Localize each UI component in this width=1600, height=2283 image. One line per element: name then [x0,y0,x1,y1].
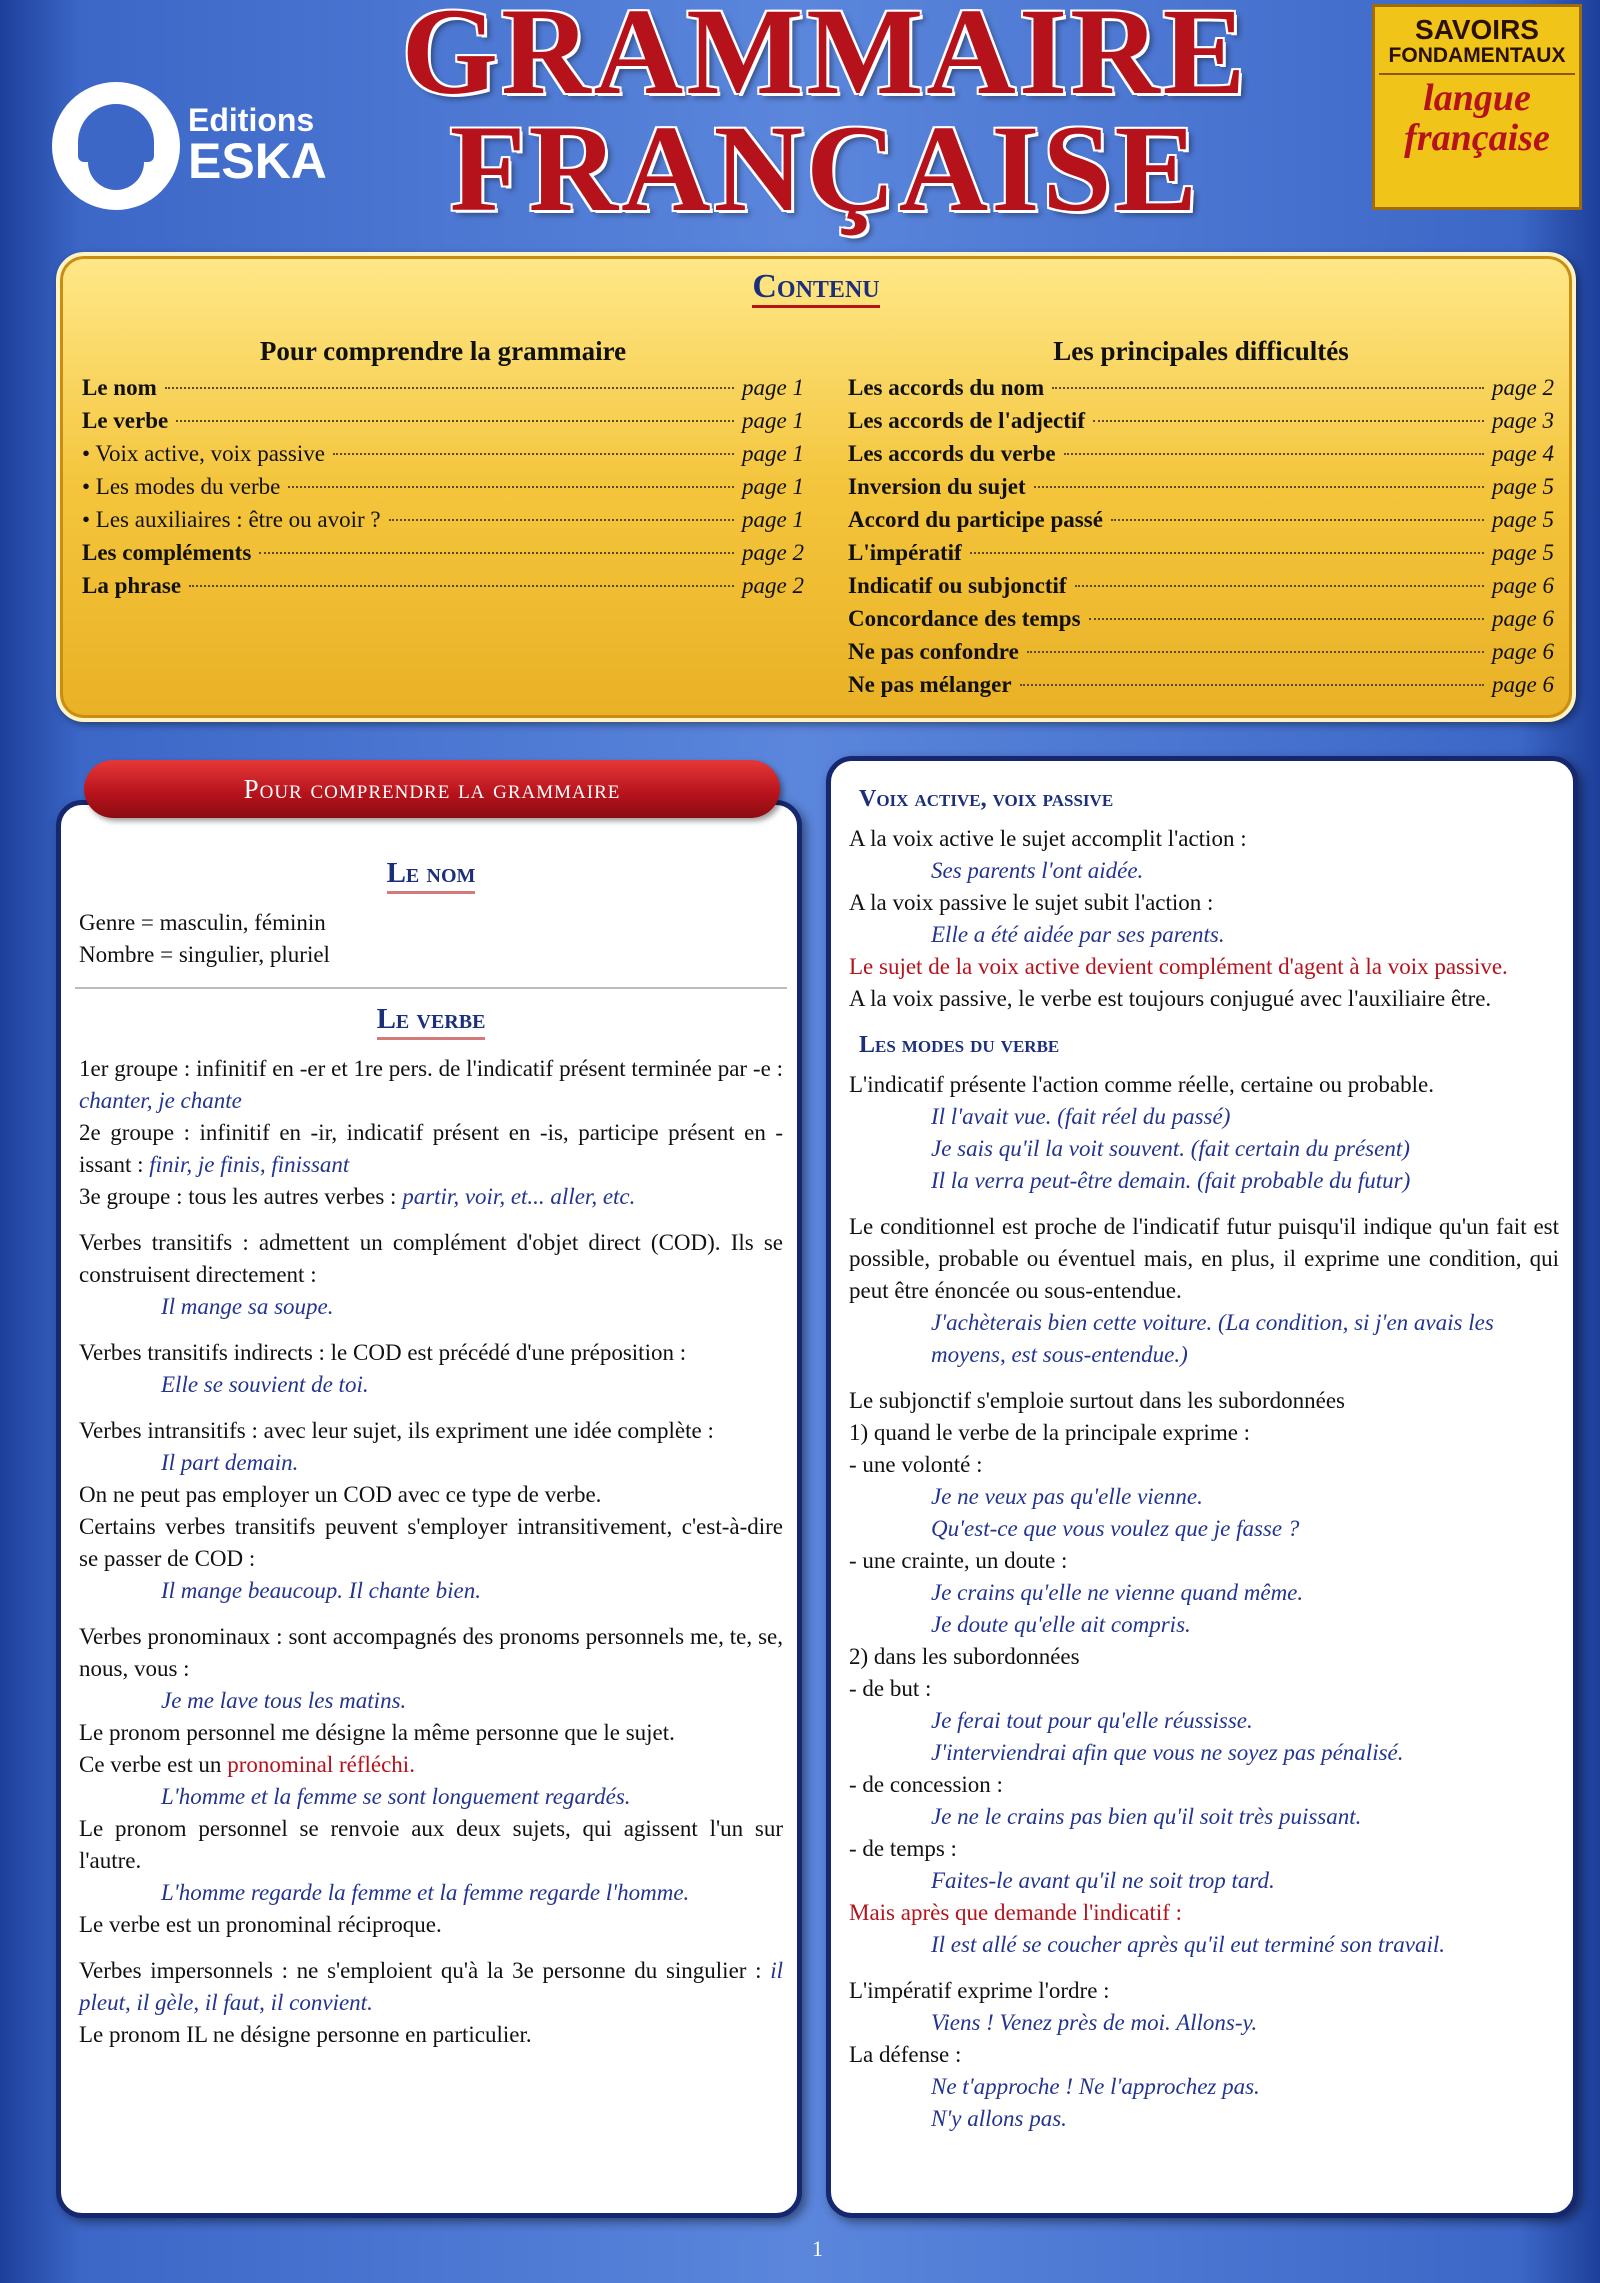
mode-indicatif: L'indicatif présente l'action comme réelle, certaine ou probable. [849,1072,1434,1097]
toc-item[interactable]: Les compléments page 2 [82,540,804,565]
example-text: L'homme regarde la femme et la femme regarde l'homme. [161,1880,690,1905]
subjonctif-case: 1) quand le verbe de la principale exprime : [849,1420,1251,1445]
section-heading-verbe: Le verbe [79,1003,783,1035]
example-text: Je crains qu'elle ne vienne quand même. [931,1580,1304,1605]
voix-note: A la voix passive, le verbe est toujours conjugué avec l'auxiliaire être. [849,986,1492,1011]
example-text: Elle se souvient de toi. [161,1372,369,1397]
toc-item[interactable]: Accord du participe passé page 5 [848,507,1554,532]
mode-imperatif: L'impératif exprime l'ordre : [849,1978,1110,2003]
intransitifs-note: On ne peut pas employer un COD avec ce type de verbe. [79,1482,602,1507]
toc-item[interactable]: Les accords du verbe page 4 [848,441,1554,466]
badge-line1: SAVOIRS [1415,14,1539,45]
contents-title: Contenu [60,268,1572,306]
pronominaux-note: Le pronom personnel me désigne la même personne que le sujet. [79,1720,675,1745]
toc-left-column [82,336,804,606]
toc-item[interactable]: Le verbe page 1 [82,408,804,433]
example-text: chanter, je chante [79,1088,242,1113]
toc-item[interactable]: Le nom page 1 [82,375,804,400]
contents-box [56,252,1576,722]
section-heading-modes: Les modes du verbe [859,1032,1060,1058]
badge-divider [1379,73,1575,75]
verbe-groupe-2: 2e groupe : infinitif en -ir, indicatif présent en -is, participe présent en -issant : finir, je finis, finissant [79,1120,783,1177]
section-heading-nom: Le nom [79,857,783,889]
badge-line2: FONDAMENTAUX [1388,44,1566,68]
example-text: Je me lave tous les matins. [161,1688,407,1713]
left-panel-content [79,849,783,2051]
example-text: partir, voir, et... aller, etc. [402,1184,636,1209]
title-line1: GRAMMAIRE [401,0,1249,120]
impersonnels-note: Le pronom IL ne désigne personne en particulier. [79,2022,532,2047]
pronominaux-note: Ce verbe est un pronominal réfléchi. [79,1752,415,1777]
example-text: il pleut, il gèle, il faut, il convient. [79,1958,783,2015]
example-text: Qu'est-ce que vous voulez que je fasse ? [931,1516,1300,1541]
example-text: J'achèterais bien cette voiture. (La condition, si j'en avais les moyens, est sous-entendue.) [931,1310,1494,1367]
example-text: Il la verra peut-être demain. (fait probable du futur) [931,1168,1411,1193]
example-text: Je doute qu'elle ait compris. [931,1612,1191,1637]
example-text: Je ne le crains pas bien qu'il soit très puissant. [931,1804,1362,1829]
publisher-name [188,102,327,189]
example-text: finir, je finis, finissant [149,1152,350,1177]
voix-passive: A la voix passive le sujet subit l'action : [849,890,1214,915]
toc-item[interactable]: Ne pas mélanger page 6 [848,672,1554,697]
voix-active: A la voix active le sujet accomplit l'action : [849,826,1247,851]
nom-genre: Genre = masculin, féminin [79,910,326,935]
section-heading-voix: Voix active, voix passive [859,786,1114,812]
title-line2: FRANÇAISE [449,99,1201,237]
verbe-groupe-3: 3e groupe : tous les autres verbes : partir, voir, et... aller, etc. [79,1184,636,1209]
toc-item[interactable]: Ne pas confondre page 6 [848,639,1554,664]
mode-conditionnel: Le conditionnel est proche de l'indicatif futur puisqu'il indique qu'un fait est possible, probable ou éventuel mais, en plus, il exprime une condition, qui peut être énoncée ou sous-entendue. [849,1214,1559,1303]
verbes-transitifs: Verbes transitifs : admettent un complément d'objet direct (COD). Ils se construisent directement : [79,1230,783,1287]
subjonctif-volonte: - une volonté : [849,1452,983,1477]
eska-logo [52,82,180,210]
mode-subjonctif: Le subjonctif s'emploie surtout dans les subordonnées [849,1388,1346,1413]
verbes-pronominaux: Verbes pronominaux : sont accompagnés des pronoms personnels me, te, se, nous, vous : [79,1624,783,1681]
voix-note: Le sujet de la voix active devient complément d'agent à la voix passive. [849,954,1508,979]
defense: La défense : [849,2042,962,2067]
badge-line3: langue [1423,77,1531,120]
toc-item[interactable]: Inversion du sujet page 5 [848,474,1554,499]
example-text: Ses parents l'ont aidée. [931,858,1144,883]
verbes-intransitifs: Verbes intransitifs : avec leur sujet, ils expriment une idée complète : [79,1418,714,1443]
left-panel [56,800,802,2218]
pronominaux-note: Le verbe est un pronominal réciproque. [79,1912,442,1937]
toc-right-column [848,336,1554,705]
example-text: L'homme et la femme se sont longuement regardés. [161,1784,631,1809]
example-text: Il l'avait vue. (fait réel du passé) [931,1104,1231,1129]
verbes-impersonnels: Verbes impersonnels : ne s'emploient qu'à la 3e personne du singulier : il pleut, il gèle, il faut, il convient. [79,1958,783,2015]
example-text: Il mange sa soupe. [161,1294,334,1319]
publisher-line2: ESKA [188,133,327,189]
toc-item[interactable]: • Les auxiliaires : être ou avoir ? page 1 [82,507,804,532]
toc-item[interactable]: Indicatif ou subjonctif page 6 [848,573,1554,598]
example-text: Elle a été aidée par ses parents. [931,922,1225,947]
subjonctif-concession: - de concession : [849,1772,1003,1797]
intransitifs-note: Certains verbes transitifs peuvent s'employer intransitivement, c'est-à-dire se passer de COD : [79,1514,783,1571]
toc-right-heading: Les principales difficultés [1053,336,1349,366]
example-text: Je sais qu'il la voit souvent. (fait certain du présent) [931,1136,1410,1161]
page-number: 1 [812,2236,823,2261]
verbe-groupe-1: 1er groupe : infinitif en -er et 1re pers. de l'indicatif présent terminée par -e : chanter, je chante [79,1056,783,1113]
subjonctif-but: - de but : [849,1676,932,1701]
subjonctif-temps: - de temps : [849,1836,957,1861]
badge-line4: française [1404,117,1550,160]
example-text: Je ferai tout pour qu'elle réussisse. [931,1708,1253,1733]
example-text: Je ne veux pas qu'elle vienne. [931,1484,1203,1509]
apres-que-note: Mais après que demande l'indicatif : [849,1900,1183,1925]
example-text: Ne t'approche ! Ne l'approchez pas. [931,2074,1260,2099]
right-panel-content [849,783,1559,2135]
toc-item[interactable]: • Les modes du verbe page 1 [82,474,804,499]
example-text: Il mange beaucoup. Il chante bien. [161,1578,481,1603]
section-tab-comprendre: Pour comprendre la grammaire [84,760,780,818]
toc-item[interactable]: L'impératif page 5 [848,540,1554,565]
toc-item[interactable]: Les accords du nom page 2 [848,375,1554,400]
example-text: J'interviendrai afin que vous ne soyez pas pénalisé. [931,1740,1404,1765]
example-text: Viens ! Venez près de moi. Allons-y. [931,2010,1258,2035]
pronominaux-note: Le pronom personnel se renvoie aux deux sujets, qui agissent l'un sur l'autre. [79,1816,783,1873]
toc-item[interactable]: • Voix active, voix passive page 1 [82,441,804,466]
example-text: Il est allé se coucher après qu'il eut terminé son travail. [931,1932,1446,1957]
publisher-line1: Editions [188,102,315,138]
example-text: Faites-le avant qu'il ne soit trop tard. [931,1868,1275,1893]
subjonctif-crainte: - une crainte, un doute : [849,1548,1068,1573]
toc-item[interactable]: La phrase page 2 [82,573,804,598]
verbes-transitifs-indirects: Verbes transitifs indirects : le COD est précédé d'une préposition : [79,1340,687,1365]
page-title [340,0,1310,237]
example-text: Il part demain. [161,1450,299,1475]
toc-left-heading: Pour comprendre la grammaire [259,336,627,366]
series-badge [1372,4,1582,210]
divider [75,987,787,989]
toc-item[interactable]: Les accords de l'adjectif page 3 [848,408,1554,433]
toc-item[interactable]: Concordance des temps page 6 [848,606,1554,631]
example-text: N'y allons pas. [931,2106,1067,2131]
nom-nombre: Nombre = singulier, pluriel [79,942,330,967]
right-panel [826,756,1578,2218]
subjonctif-case: 2) dans les subordonnées [849,1644,1080,1669]
